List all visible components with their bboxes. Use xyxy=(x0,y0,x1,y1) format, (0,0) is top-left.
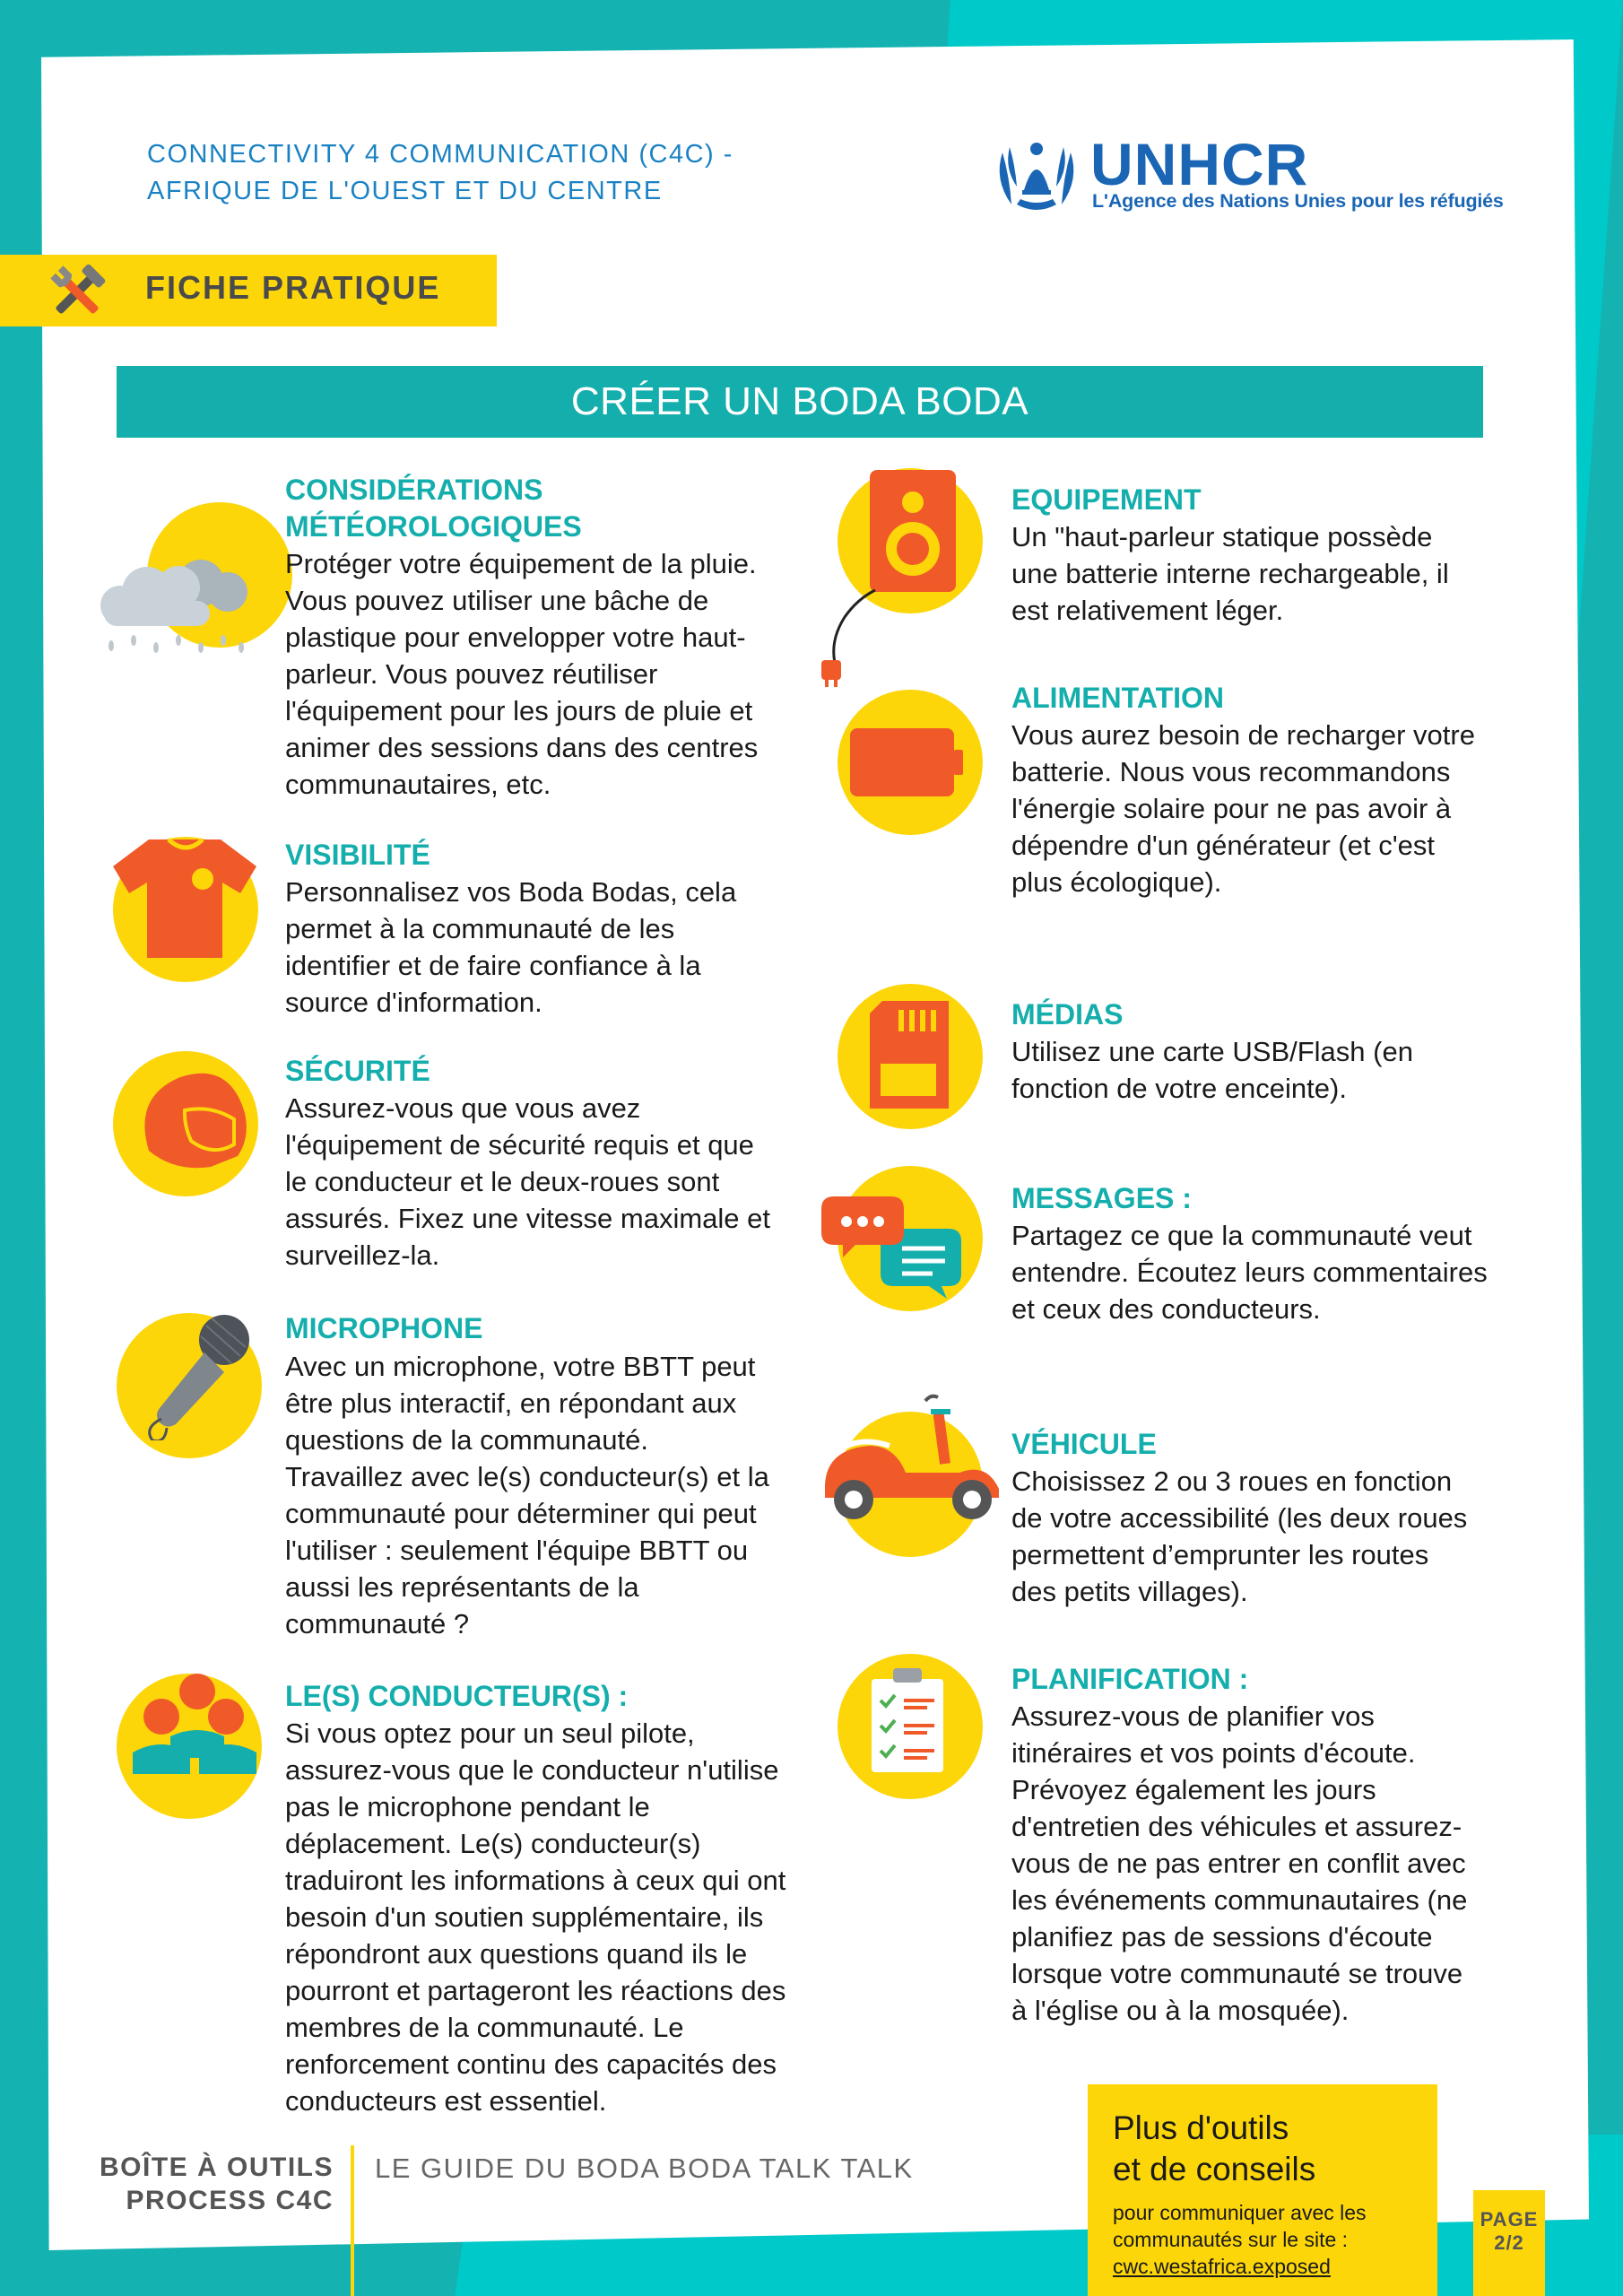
section-body-equipement: Un "haut-parleur statique possède une batterie interne rechargeable, il est relativement léger. xyxy=(1011,521,1449,626)
program-header-line2: AFRIQUE DE L'OUEST ET DU CENTRE xyxy=(147,177,663,205)
battery-icon xyxy=(848,723,974,804)
chat-bubbles-icon xyxy=(820,1193,963,1300)
section-body-vehicule: Choisissez 2 ou 3 roues en fonction de votre accessibilité (les deux roues permettent d’emprunter les routes des petits villages). xyxy=(1011,1465,1468,1607)
section-title-messages: MESSAGES : xyxy=(1011,1182,1192,1214)
checklist-icon xyxy=(866,1665,956,1781)
section-body-meteo: Protéger votre équipement de la pluie. Vous pouvez utiliser une bâche de plastique pour envelopper votre haut- parleur. Vous pouvez réutiliser l'équipement pour les jours de pluie et animer des sessions dans des centres communautaires, etc. xyxy=(285,548,759,800)
section-title-planification: PLANIFICATION : xyxy=(1011,1663,1249,1695)
page-indicator: PAGE 2/2 xyxy=(1473,2190,1545,2296)
section-body-securite: Assurez-vous que vous avez l'équipement de sécurité requis et que le conducteur et le deux-roues sont assurés. Fixez une vitesse maximale et surveillez-la. xyxy=(285,1092,770,1271)
promo-heading-line2: et de conseils xyxy=(1113,2151,1316,2187)
section-title-microphone: MICROPHONE xyxy=(285,1312,483,1344)
rain-cloud-icon xyxy=(93,547,264,664)
unhcr-emblem-icon xyxy=(990,135,1083,215)
sd-card-icon xyxy=(866,997,956,1114)
speaker-icon xyxy=(816,466,959,700)
section-body-planification: Assurez-vous de planifier vos itinéraires et vos points d'écoute. Prévoyez également les jours d'entretien des véhicules et assurez- vous de ne pas entrer en conflit avec les événements communautaires (ne planifiez pas de sessions d'écoute lorsque votre communauté se trouve à l'église ou à la mosquée). xyxy=(1011,1700,1468,2026)
promo-box xyxy=(1088,2084,1437,2296)
scooter-icon xyxy=(818,1392,1006,1526)
people-group-icon xyxy=(126,1672,260,1779)
section-body-conducteurs: Si vous optez pour un seul pilote, assurez-vous que le conducteur n'utilise pas le microphone pendant le déplacement. Le(s) conducteur(s) traduiront les informations à ceux qui ont besoin d'un soutien supplémentaire, ils répondront aux questions quand ils le pourront et partageront les réactions des membres de la communauté. Le renforcement continu des capacités des conducteurs est essentiel. xyxy=(285,1718,786,2117)
promo-link[interactable]: cwc.westafrica.exposed xyxy=(1113,2255,1331,2278)
fiche-pratique-label: FICHE PRATIQUE xyxy=(145,269,441,306)
section-body-messages: Partagez ce que la communauté veut entendre. Écoutez leurs commentaires et ceux des conducteurs. xyxy=(1011,1220,1488,1325)
section-body-visibilite: Personnalisez vos Boda Bodas, cela permet à la communauté de les identifier et de faire confiance à la source d'information. xyxy=(285,876,737,1018)
section-title-conducteurs: LE(S) CONDUCTEUR(S) : xyxy=(285,1680,629,1712)
tools-icon xyxy=(45,260,109,325)
promo-heading-line1: Plus d'outils xyxy=(1113,2109,1289,2146)
section-title-medias: MÉDIAS xyxy=(1011,998,1124,1031)
footer-guide-title: LE GUIDE DU BODA BODA TALK TALK xyxy=(375,2152,914,2184)
helmet-icon xyxy=(131,1065,247,1182)
section-body-alimentation: Vous aurez besoin de recharger votre batterie. Nous vous recommandons l'énergie solaire pour ne pas avoir à dépendre d'un générateur (et c'est plus écologique). xyxy=(1011,719,1475,898)
tshirt-icon xyxy=(113,832,258,976)
unhcr-wordmark: UNHCR xyxy=(1090,131,1309,197)
page-title: CRÉER UN BODA BODA xyxy=(117,366,1483,438)
section-body-medias: Utilisez une carte USB/Flash (en fonction de votre enceinte). xyxy=(1011,1036,1413,1104)
microphone-icon xyxy=(135,1306,260,1440)
promo-subtext: pour communiquer avec les communautés sur le site : xyxy=(1113,2201,1367,2251)
section-body-microphone: Avec un microphone, votre BBTT peut être plus interactif, en répondant aux questions de la communauté. Travaillez avec le(s) conducteur(s) et la communauté pour déterminer qui peut l'utiliser : seulement l'équipe BBTT ou aussi les représentants de la communauté ? xyxy=(285,1351,769,1639)
section-title-alimentation: ALIMENTATION xyxy=(1011,682,1224,714)
unhcr-tagline: L'Agence des Nations Unies pour les réfugiés xyxy=(1092,190,1504,212)
section-title-equipement: EQUIPEMENT xyxy=(1011,483,1202,516)
footer-divider xyxy=(351,2145,354,2296)
section-title-securite: SÉCURITÉ xyxy=(285,1055,430,1087)
footer-toolbox-label: BOÎTE À OUTILS PROCESS C4C xyxy=(100,2152,334,2215)
program-header-line1: CONNECTIVITY 4 COMMUNICATION (C4C) - xyxy=(147,140,733,169)
section-title-visibilite: VISIBILITÉ xyxy=(285,839,430,871)
program-header xyxy=(147,136,829,210)
section-title-vehicule: VÉHICULE xyxy=(1011,1428,1157,1460)
section-title-meteo: CONSIDÉRATIONS MÉTÉOROLOGIQUES xyxy=(285,474,582,543)
